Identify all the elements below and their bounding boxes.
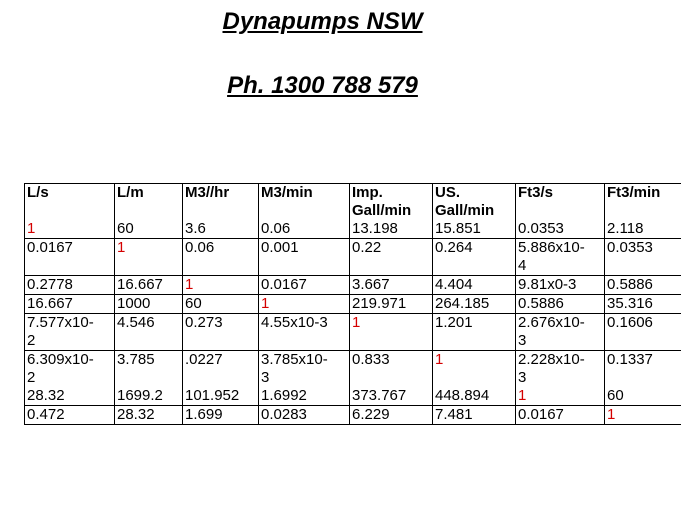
table-cell: 4.404 [433, 276, 516, 295]
table-cell: 1.699 [183, 406, 259, 425]
table-cell: .0227 101.952 [183, 351, 259, 406]
table-row [25, 295, 681, 314]
table-cell: 1 [605, 406, 681, 425]
column-header: M3//hr [183, 184, 259, 221]
table-cell: 219.971 [350, 295, 433, 314]
table-cell: 264.185 [433, 295, 516, 314]
table-cell: 7.577x10- 2 [25, 314, 115, 351]
table-cell: 15.851 [433, 220, 516, 239]
table-cell: 0.2778 [25, 276, 115, 295]
table-cell: 0.0283 [259, 406, 350, 425]
table-cell: 1.201 [433, 314, 516, 351]
table-cell: 1000 [115, 295, 183, 314]
table-cell: 9.81x0-3 [516, 276, 605, 295]
table-cell: 1 [25, 220, 115, 239]
table-cell: 4.55x10-3 [259, 314, 350, 351]
table-cell: 4.546 [115, 314, 183, 351]
cell-line: 448.894 [435, 387, 490, 404]
table-cell: 3.785x10- 3 1.6992 [259, 351, 350, 406]
column-header: L/s [25, 184, 115, 221]
table-cell: 60 [183, 295, 259, 314]
table-cell: 0.264 [433, 239, 516, 276]
column-header: L/m [115, 184, 183, 221]
table-row [25, 351, 681, 406]
table-cell: 5.886x10- 4 [516, 239, 605, 276]
table-cell: 1 [115, 239, 183, 276]
table-cell [433, 351, 516, 406]
company-title: Dynapumps NSW [222, 8, 423, 35]
table-cell: 0.472 [25, 406, 115, 425]
table-row [25, 239, 681, 276]
table-cell: 0.273 [183, 314, 259, 351]
column-header: M3/min [259, 184, 350, 221]
table-cell: 16.667 [115, 276, 183, 295]
column-header: US. Gall/min [433, 184, 516, 221]
table-cell: 13.198 [350, 220, 433, 239]
table-cell: 0.1606 [605, 314, 681, 351]
table-cell: 16.667 [25, 295, 115, 314]
table-cell: 0.1337 60 [605, 351, 681, 406]
table-cell: 0.5886 [516, 295, 605, 314]
column-header: Ft3/min [605, 184, 681, 221]
column-header: Imp. Gall/min [350, 184, 433, 221]
table-cell: 0.833 373.767 [350, 351, 433, 406]
table-cell: 0.0167 [259, 276, 350, 295]
header-row [25, 184, 681, 221]
table-cell: 0.06 [259, 220, 350, 239]
table-cell: 3.667 [350, 276, 433, 295]
table-cell [516, 351, 605, 406]
table-cell: 0.001 [259, 239, 350, 276]
table-row [25, 406, 681, 425]
table-cell: 28.32 [115, 406, 183, 425]
table-cell: 3.785 1699.2 [115, 351, 183, 406]
table-cell: 2.676x10- 3 [516, 314, 605, 351]
cell-line: 1 [518, 387, 527, 404]
table-row [25, 276, 681, 295]
cell-line: 1 [435, 351, 444, 368]
table-cell: 0.0167 [25, 239, 115, 276]
table-cell: 0.5886 [605, 276, 681, 295]
table-row [25, 314, 681, 351]
table-cell: 3.6 [183, 220, 259, 239]
column-header: Ft3/s [516, 184, 605, 221]
flow-conversion-table [24, 183, 681, 425]
table-cell: 2.118 [605, 220, 681, 239]
table-cell: 7.481 [433, 406, 516, 425]
table-cell: 35.316 [605, 295, 681, 314]
cell-line: 3 [518, 369, 527, 386]
table-cell: 1 [183, 276, 259, 295]
cell-line: 2.228x10- [518, 351, 585, 368]
table-cell: 0.0167 [516, 406, 605, 425]
table-cell: 0.22 [350, 239, 433, 276]
table-cell: 1 [259, 295, 350, 314]
table-cell: 0.06 [183, 239, 259, 276]
table-cell: 0.0353 [605, 239, 681, 276]
table-row [25, 220, 681, 239]
table-cell: 6.229 [350, 406, 433, 425]
table-cell: 0.0353 [516, 220, 605, 239]
phone-number: Ph. 1300 788 579 [227, 72, 418, 99]
table-cell: 60 [115, 220, 183, 239]
table-cell: 1 [350, 314, 433, 351]
table-cell: 6.309x10- 2 28.32 [25, 351, 115, 406]
